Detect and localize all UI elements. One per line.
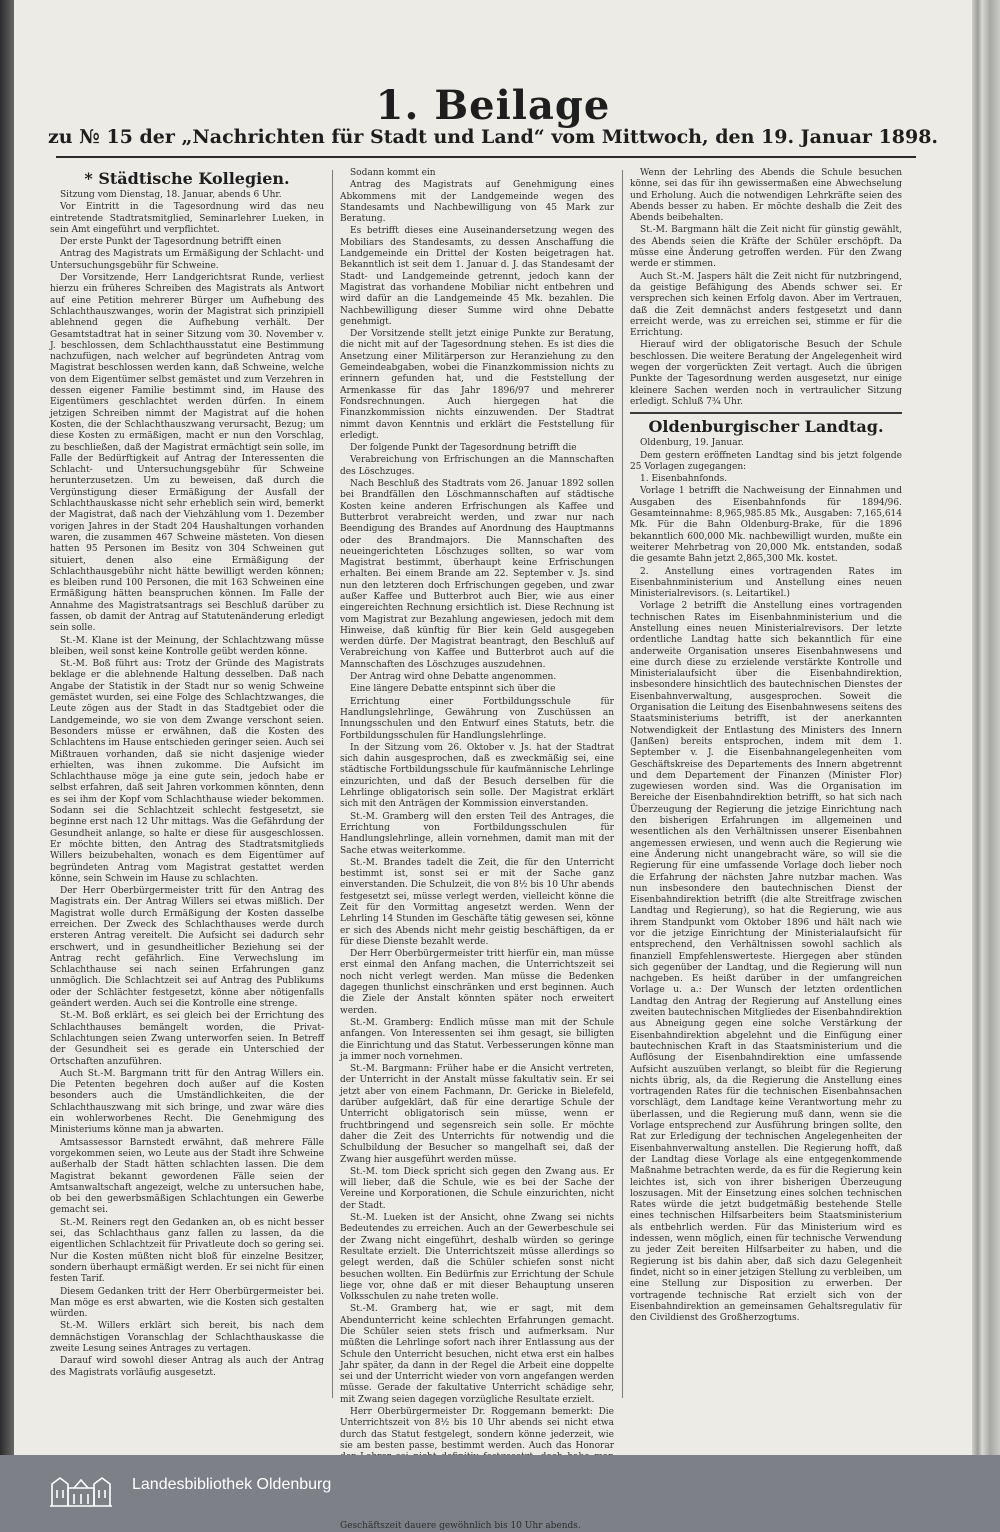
- paragraph: Oldenburg, 19. Januar.: [640, 438, 744, 449]
- column-1-body: [50, 190, 324, 1379]
- section-divider: [630, 412, 902, 414]
- paragraph: Auch St.-M. Bargmann tritt für den Antrag Willers ein. Die Petenten begehren doch außer auf die Kosten besonders auch die Umständlichkeiten, die der Schlachthauszwang mit sich bringe, und zwar wäre dies ein wohlerworbenes Recht. Die Genehmigung des Ministeriums könne man ja abwarten.: [50, 1068, 324, 1136]
- column-divider-1: [332, 170, 333, 1398]
- paragraph: Sitzung vom Dienstag, 18. Januar, abends 6 Uhr.: [60, 190, 282, 200]
- paragraph: Antrag des Magistrats um Ermäßigung der Schlacht- und Untersuchungsgebühr für Schweine.: [50, 249, 324, 271]
- paragraph: St.-M. Boß erklärt, es sei gleich bei der Errichtung des Schlachthauses bemängelt worden, die Privat-Schlachtungen seien Zwang unterworfen seien. In Betreff der Gesundheit sei es gerade ein Unterschied der Ortschaften anzuführen.: [50, 1011, 324, 1067]
- paragraph: St.-M. Willers erklärt sich bereit, bis nach dem demnächstigen Voranschlag der Schlachthauskasse die zweite Lesung seines Antrages zu vertagen.: [50, 1321, 324, 1354]
- column-3-body-bottom: [630, 438, 902, 1324]
- title-divider: [56, 156, 916, 158]
- paragraph: Der Vorsitzende, Herr Landgerichtsrat Runde, verliest hierzu ein früheres Schreiben des Magistrats als Antwort auf eine Petition mehrerer Bürger um Aufhebung des Schlachthauszwanges, worin der Magistrat sich prinzipiell ablehnend gegen die Aufhebung verhält. Der Gesamtstadtrat hat in seiner Sitzung vom 30. November v. J. beschlossen, dem Schlachthausstatut eine Bestimmung nachzufügen, nach welcher auf begründeten Antrag vom Magistrat beschlossen werden kann, daß Schweine, welche von dem Eigentümer selbst gemästet und zum Verzehren in dessen eigener Familie bestimmt sind, im Hause des Eigentümers geschlachtet werden dürfen. In einem jetzigen Schreiben nimmt der Magistrat auf die hohen Kosten, die der Schlachthauszwang verursacht, Bezug; um diese Kosten zu ermäßigen, macht er nun den Vorschlag, zu beschließen, daß der Magistrat ermächtigt sein solle, im Falle der Bedürftigkeit auf Antrag der Interessenten die Schlacht- und Untersuchungsgebühr für Schweine herunterzusetzen. Um zu beweisen, daß durch die Vergünstigung dieser Ermäßigung der Ausfall der Schlachthauskasse nicht sehr erheblich sein wird, bemerkt der Magistrat, daß nach der Viehzählung vom 1. Dezember vorigen Jahres in der Stadt 204 Haushaltungen vorhanden waren, die zusammen 467 Schweine mästeten. Von diesen hatten 95 Personen im Besitz von 304 Schweinen gut situiert, denen also eine Ermäßigung der Schlachthausgebühr nicht hätte bewilligt werden können; es bleiben rund 100 Personen, die mit 163 Schweinen eine Ermäßigung hätten beanspruchen können. Im Falle der Annahme des Magistratsantrags sei Beschluß darüber zu fassen, ob damit der Antrag auf Statutenänderung erledigt sein solle.: [50, 273, 324, 634]
- paragraph: 2. Anstellung eines vortragenden Rates im Eisenbahnministerium und Anstellung eines neuen Ministerialrevisors. (s. Leitartikel.): [630, 566, 902, 600]
- paragraph: St.-M. Reiners regt den Gedanken an, ob es nicht besser sei, das Schlachthaus ganz fallen zu lassen, da die eigentlichen Schlachtzeit für Privatleute doch so gering sei. Nur die Kosten müßten nicht bloß für einzelne Besitzer, sondern überhaupt ermäßigt werden. Er sei nicht für einen festen Tarif.: [50, 1217, 324, 1285]
- column-2: [340, 168, 614, 1532]
- paragraph: Hierauf wird der obligatorische Besuch der Schule beschlossen. Die weitere Beratung der Angelegenheit wird wegen der vorgerückten Zeit vertagt. Auch die übrigen Punkte der Tagesordnung werden ausgesetzt, nur einige kleinere Sachen werden noch in vertraulicher Sitzung erledigt. Schluß 7¾ Uhr.: [630, 340, 902, 407]
- paragraph: Wenn der Lehrling des Abends die Schule besuchen könne, sei das für ihn gewissermaßen eine Abwechselung und Erholung. Auch die notwendigen Lehrkräfte seien des Abends besser zu haben. Er möchte deshalb die Zeit des Abends beibehalten.: [630, 168, 902, 224]
- paragraph: Eine längere Debatte entspinnt sich über die: [350, 684, 556, 695]
- paragraph: Nach Beschluß des Stadtrats vom 26. Januar 1892 sollen bei Brandfällen den Löschmannschaften auf städtische Kosten keine anderen Erfrischungen als Kaffee und Butterbrot verabreicht werden, und zwar nur nach Beendigung des Brandes auf Anordnung des Hauptmanns oder des Brandmajors. Die Mannschaften des neueingerichteten Löschzuges sollten, so war vom Magistrat bestimmt, überhaupt keine Erfrischungen erhalten. Bei einem Brande am 22. September v. Js. sind nun den letzteren doch Erfrischungen gegeben, und zwar außer Kaffee und Butterbrot auch Bier, wie aus einer eingereichten Rechnung ersichtlich ist. Diese Rechnung ist vom Magistrat zur Bezahlung angewiesen, jedoch mit dem Hinweise, daß künftig für Bier kein Geld ausgegeben werden dürfe. Der Magistrat beantragt, den Beschluß auf Verabreichung von Kaffee und Butterbrot auch auf die Mannschaften des Löschzuges auszudehnen.: [340, 479, 614, 670]
- page-spine-shadow: [0, 0, 14, 1455]
- page-stack-edge: [972, 0, 1000, 1455]
- paragraph: St.-M. Gramberg hat, wie er sagt, mit dem Abendunterricht keine schlechten Erfahrungen gemacht. Die Schüler seien stets frisch und aufmerksam. Nur müßten die Lehrlinge sofort nach ihrer Entlassung aus der Schule den Unterricht besuchen, nicht etwa erst ein halbes Jahr später, da dann in der Regel die Arbeit eine doppelte sei und der Unterricht wieder von vorn angefangen werden müsse. Gerade der fakultative Unterricht schädige sehr, mit Zwang seien dagegen vorzügliche Resultate erzielt.: [340, 1304, 614, 1405]
- column-3-heading: Oldenburgischer Landtag.: [648, 417, 884, 437]
- paragraph: Sodann kommt ein: [350, 168, 436, 178]
- paragraph: Dem gestern eröffneten Landtag sind bis jetzt folgende 25 Vorlagen zugegangen:: [630, 450, 902, 472]
- paragraph: St.-M. Bargmann: Früher habe er die Ansicht vertreten, der Unterricht in der Anstalt müsse fakultativ sein. Er sei jetzt aber von einem Fachmann, Dr. Gericke in Bielefeld, darüber aufgeklärt, daß für eine derartige Schule der Unterricht obligatorisch sein müsse, wenn er fruchtbringend und segensreich sein solle. Er möchte daher die Zeit des Unterrichts für notwendig und die Schulbildung der Besucher so mangelhaft sei, daß der Zwang hier ausgeführt werden müsse.: [340, 1064, 614, 1165]
- paragraph: Der erste Punkt der Tagesordnung betrifft einen: [60, 237, 282, 248]
- paragraph: Der Herr Oberbürgermeister tritt hierfür ein, man müsse erst einmal den Anfang machen, die Unterrichtszeit sei noch nicht verlegt werden. Man müsse die Bedenken dagegen thunlichst einschränken und erst beginnen. Auch die Ziele der Anstalt könnten später noch erweitert werden.: [340, 949, 614, 1016]
- column-1: [50, 168, 324, 1428]
- paragraph: Der folgende Punkt der Tagesordnung betrifft die: [350, 443, 577, 454]
- paragraph: In der Sitzung vom 26. Oktober v. Js. hat der Stadtrat sich dahin ausgesprochen, daß es zweckmäßig sei, eine städtische Fortbildungsschule für kaufmännische Lehrlinge einzurichten, und daß der Besuch derselben für die Lehrlinge obligatorisch sein solle. Der Magistrat erklärt sich mit den Anträgen der Kommission einverstanden.: [340, 742, 614, 810]
- paragraph: St.-M. Bargmann hält die Zeit nicht für günstig gewählt, des Abends seien die Kräfte der Schüler erschöpft. Da müsse eine Änderung getroffen werden. Für den Zwang werde er stimmen.: [630, 225, 902, 270]
- column-1-heading: * Städtische Kollegien.: [84, 169, 290, 188]
- page-subtitle: zu № 15 der „Nachrichten für Stadt und Land“ vom Mittwoch, den 19. Januar 1898.: [47, 126, 939, 148]
- paragraph: 1. Eisenbahnfonds.: [640, 474, 728, 485]
- paragraph: Amtsassessor Barnstedt erwähnt, daß mehrere Fälle vorgekommen seien, wo Leute aus der Stadt ihre Schweine außerhalb der Stadt hätten schlachten lassen. Die dem Magistrat bekannt gewordenen Fälle seien der Amtsanwaltschaft angezeigt, welche zu untersuchen habe, ob bei den gewerbsmäßigen Schlachtungen ein Gewerbe gemacht sei.: [50, 1137, 324, 1216]
- paragraph: St.-M. Brandes tadelt die Zeit, die für den Unterricht bestimmt ist, sonst sei er mit der Sache ganz einverstanden. Die Schulzeit, die von 8½ bis 10 Uhr abends festgesetzt sei, müsse verlegt werden, vielleicht könne die Zeit für den Vormittag angesetzt werden. Wenn der Lehrling 14 Stunden im Geschäfte tätig gewesen sei, könne er sich des Abends nicht mehr geistig beschäftigen, da er für diese Dienste bezahlt werde.: [340, 857, 614, 947]
- column-2-body: [340, 168, 614, 1532]
- paragraph: St.-M. Gramberg will den ersten Teil des Antrages, die Errichtung von Fortbildungsschulen für Handlungslehrlinge, allein vornehmen, damit man mit der Sache etwas weiterkomme.: [340, 811, 614, 856]
- paragraph: Der Vorsitzende stellt jetzt einige Punkte zur Beratung, die nicht mit auf der Tagesordnung stehen. Es ist dies die Ansetzung einer Militärperson zur Heranziehung zu den Gemeindeabgaben, wobei die Finanzkommission nichts zu erinnern gefunden hat, und die Feststellung der Armenkasse für das Jahr 1896/97 und mehrerer Fondsrechnungen. Auch hiergegen hat die Finanzkommission nichts einzuwenden. Der Stadtrat nimmt davon Kenntnis und erklärt die Feststellung für erledigt.: [340, 329, 614, 441]
- paragraph: Antrag des Magistrats auf Genehmigung eines Abkommens mit der Landgemeinde wegen des Standesamts und Nachbewilligung von 45 Mark zur Beratung.: [340, 180, 614, 225]
- paragraph: Es betrifft dieses eine Auseinandersetzung wegen des Mobiliars des Standesamts, zu dessen Anschaffung die Landgemeinde ein Drittel der Kosten beigetragen hat. Bekanntlich ist seit dem 1. Januar d. J. das Standesamt der Stadt- und Landgemeinde getrennt, jedoch kann der Magistrat das vorhandene Mobiliar nicht entbehren und wird dafür an die Landgemeinde 45 Mk. bezahlen. Die Nachbewilligung dieser Summe wird ohne Debatte genehmigt.: [340, 226, 614, 327]
- paragraph: St.-M. Lueken ist der Ansicht, ohne Zwang sei nichts Bedeutendes zu erreichen. Auch an der Gewerbeschule sei der Zwang nicht eingeführt, deshalb würden so geringe Resultate erzielt. Die Unterrichtszeit müsse allerdings so gelegt werden, daß die Schüler schiefen sonst nicht besuchen wollten. Ein Bedürfnis zur Errichtung der Schule liege vor, ohne daß er mit dieser Behauptung unseren Volksschulen zu nahe treten wolle.: [340, 1213, 614, 1303]
- paragraph: Der Antrag wird ohne Debatte angenommen.: [350, 672, 557, 683]
- paragraph: Herr Oberbürgermeister Dr. Roggemann bemerkt: Die Unterrichtszeit von 8½ bis 10 Uhr abends sei nicht etwa durch das Statut festgelegt, sondern könne jederzeit, wie sie am besten passe, bestimmt werden. Auch das Honorar: [340, 1407, 614, 1451]
- paragraph: Darauf wird sowohl dieser Antrag als auch der Antrag des Magistrats vorläufig ausgesetzt.: [50, 1356, 324, 1378]
- paragraph: St.-M. Klane ist der Meinung, der Schlachtzwang müsse bleiben, weil sonst keine Kontrolle geübt werden könne.: [50, 635, 324, 657]
- paragraph: St.-M. Gramberg: Endlich müsse man mit der Schule anfangen. Von Interessenten sei ihm gesagt, sie billigten die Einrichtung und das Statut. Verbesserungen könne man ja immer noch vornehmen.: [340, 1017, 614, 1062]
- paragraph: Diesem Gedanken tritt der Herr Oberbürgermeister bei. Man möge es erst abwarten, wie die Kosten sich gestalten würden.: [50, 1286, 324, 1320]
- paragraph: Verabreichung von Erfrischungen an die Mannschaften des Löschzuges.: [340, 455, 614, 477]
- column-divider-2: [622, 170, 623, 1398]
- paragraph: St.-M. Boß führt aus: Trotz der Gründe des Magistrats beklage er die ablehnende Haltung desselben. Daß nach Angabe der Statistik in der Stadt nur so wenig Schweine gemästet wurden, sei eine Folge des Schlachtzwanges, die Leute zögen aus der Stadt in das Stadtgebiet oder die Landgemeinde, wo sie von dem Zwange verschont seien. Besonders müsse er erwähnen, daß die Kosten des Schlachtens im Hause entschieden geringer seien. Auch sei Mißtrauen vorhanden, daß sie nicht dasjenige wieder erhielten, was ihnen zukomme. Die Aufsicht im Schlachthause möge ja eine gute sein, jedoch habe er selbst erfahren, daß seit Jahren vorkommen könnten, denn es sei ihm der Kopf vom Schlachthause wieder bekommen. Sodann sei die Schlachtzeit schlecht festgesetzt, sie beginne erst nach 12 Uhr mittags. Was die Gefährdung der Gesundheit anlange, so halte er diese für ausgeschlossen. Er möchte bitten, den Antrag des Stadtratsmitglieds Willers beizubehalten, wonach es dem Eigentümer auf begründeten Antrag vom Magistrat gestattet werden könne, sein Schwein im Hause zu schlachten.: [50, 659, 324, 884]
- paragraph: Vorlage 2 betrifft die Anstellung eines vortragenden technischen Rates im Eisenbahnministerium und die Anstellung eines neuen Ministerialrevisors. Der letzte ordentliche Landtag hatte sich bekanntlich für eine anderweite Organisation unseres Eisenbahnwesens und eine durch diese zu erzielende verstärkte Kontrolle und Ministerialaufsicht über die Eisenbahndirektion, insbesondere hinsichtlich des bautechnischen Dienstes der Eisenbahnverwaltung, ausgesprochen. Soweit die Organisation die Leitung des Eisenbahnwesens seitens des Staatsministeriums betrifft, ist der anerkannten Notwendigkeit der Entlastung des Ministers des Innern (Janßen) bereits entsprochen, indem mit dem 1. September v. J. die Eisenbahnangelegenheiten vom Geschäftskreise des Departements des Innern abgetrennt und dem Departement der Finanzen (Minister Flor) zugewiesen worden sind. Was die Organisation im Bereiche der Eisenbahndirektion betrifft, so hat sich nach Überzeugung der Regierung die jetzige Einrichtung nach den bisherigen Erfahrungen im allgemeinen und wesentlichen als den Verhältnissen unserer Eisenbahnen angemessen erwiesen, und wenn auch die Regierung wie eine Änderung nicht unangebracht wäre, so will sie die Regierung für eine umfassende Vorlage doch lieber noch die Erfahrung der nächsten Jahre nutzbar machen. Was nun insbesondere den bautechnischen Dienst der Eisenbahndirektion betrifft (die alte Streitfrage zwischen Landtag und Regierung), so hat die Regierung, wie aus ihrem Standpunkt vom Oktober 1896 und hält nach wie vor die jetzige Einrichtung der Ministerialaufsicht für entsprechend, den Verhältnissen sowohl sachlich als finanziell Empfehlenswerteste. Hiergegen aber stünden sich gegenüber der Landtag, und die Regierung will nun nachgeben. Es heißt darüber in der umfangreichen Vorlage u. a.: Der Wunsch der letzten ordentlichen Landtag den Antrag der Regierung auf Anstellung eines zweiten bautechnischen Mitgliedes der Eisenbahndirektion aus Abneigung gegen eine solche Verstärkung der Eisenbahndirektion abgelehnt und die Einfügung einer bautechnischen Kraft in das Staatsministerium und die Auflösung der Eisenbahndirektion eine umfassende Aufsicht auszuüben verlangt, so bleibt für die Regierung nichts übrig, als, da die Regierung die Anstellung eines vortragenden Rates für die technischen Eisenbahnsachen vorschlägt, dem Landtage keine Verantwortung mehr zu überlassen, und die Regierung muß dann, wenn sie die Vorlage entsprechend zur Ausführung bringen sollte, den Rat zur Erledigung der technischen Angelegenheiten der Eisenbahnverwaltung anstellen. Die Regierung hofft, daß der Landtag diese Vorlage als eine entgegenkommende Maßnahme betrachten werde, da es für die Regierung kein leichtes ist, sich von ihrer bisherigen Überzeugung loszusagen. Mit der Einsetzung eines solchen technischen Rates würde die jetzt budgetmäßig bestehende Stelle eines technischen Hilfsarbeiters beim Staatsministerium als entbehrlich werden. Für das Ministerium wird es indessen, wenn möglich, einen für technische Verwendung zu jeder Zeit bereiten Hilfsarbeiter zu haben, und die Regierung ist bis dahin aber, daß sich dazu Gelegenheit findet, nicht so in einer jetzigen Stellung zu verbleiben, um eine Stellung zur Disposition zu erwerben. Der vortragende technische Rat erzielt sich von der Eisenbahndirektion an gemeinsamen Gehaltsregulativ für den Civildienst des Großherzogtums.: [630, 601, 902, 1324]
- column-3: [630, 168, 902, 1428]
- paragraph: Der Herr Oberbürgermeister tritt für den Antrag des Magistrats ein. Der Antrag Willers sei etwas mißlich. Der Magistrat wolle durch Ermäßigung der Kosten dasselbe erreichen. Der Zweck des Schlachthauses werde durch ersteren Antrag vereitelt. Die Aufsicht sei dadurch sehr erschwert, und in gesundheitlicher Beziehung sei der Antrag recht gefährlich. Eine Verwechslung im Schlachthause sei nach seinen Erfahrungen ganz unmöglich. Die Schlachtzeit sei auf Antrag des Publikums oder der Schlächter festgesetzt, könne aber nötigenfalls geändert werden. Auch sei die Kontrolle eine strenge.: [50, 886, 324, 1010]
- column-3-body-top: [630, 168, 902, 408]
- paragraph: Vor Eintritt in die Tagesordnung wird das neu eintretende Stadtratsmitglied, Seminarlehrer Lueken, in sein Amt eingeführt und verpflichtet.: [50, 202, 324, 235]
- paragraph: Geschäftszeit dauere gewöhnlich bis 10 Uhr abends.: [340, 1521, 581, 1532]
- page-title: 1. Beilage: [375, 82, 611, 129]
- paragraph: St.-M. tom Dieck spricht sich gegen den Zwang aus. Er will lieber, daß die Schule, wie es bei der Sache der Vereine und Korporationen, die Schule einzurichten, nicht der Stadt.: [340, 1166, 614, 1211]
- footer-library-name: Landesbibliothek Oldenburg: [132, 1476, 332, 1493]
- library-building-icon: [48, 1470, 114, 1508]
- paragraph: Vorlage 1 betrifft die Nachweisung der Einnahmen und Ausgaben des Eisenbahnfonds für 1894/96. Gesamteinnahme: 8,965,985.85 Mk., Ausgaben: 7,165,614 Mk. Für die Bahn Oldenburg-Brake, für die 1896 bekanntlich 600,000 Mk. nachbewilligt wurden, mußte ein weiterer Mehrbetrag von 20,000 Mk. entstanden, sodaß die gesamte Bahn jetzt 2,865,300 Mk. kostet.: [630, 486, 902, 565]
- paragraph: Errichtung einer Fortbildungsschule für Handlungslehrlinge, Gewährung von Zuschüssen an Innungsschulen und den Entwurf eines Statuts, betr. die Fortbildungsschulen für Handlungslehrlinge.: [340, 696, 614, 741]
- paragraph: Auch St.-M. Jaspers hält die Zeit nicht für nutzbringend, da geistige Befähigung des Abends schwer sei. Er versprechen sich keinen Erfolg davon. Aber im Vertrauen, daß die Zeit demnächst anders festgesetzt und dann erreicht werde, was zu erreichen sei, stimme er für die Errichtung.: [630, 271, 902, 339]
